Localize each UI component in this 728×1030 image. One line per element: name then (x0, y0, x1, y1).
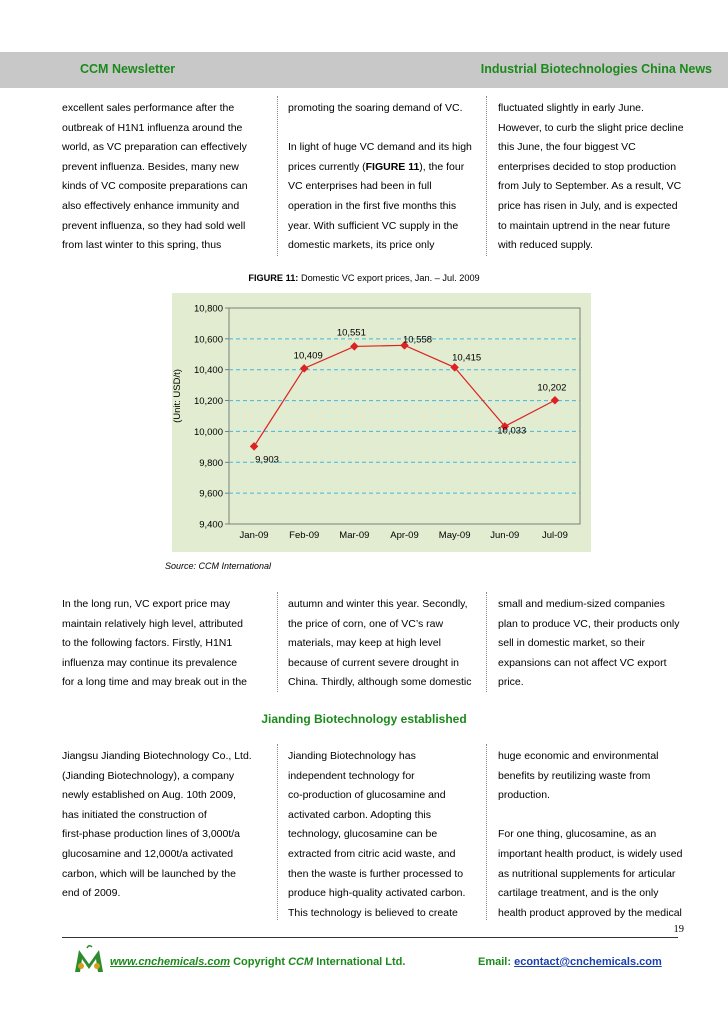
text-line: as nutritional supplements for articular (498, 867, 676, 880)
text-line: with reduced supply. (498, 239, 593, 252)
text-line: from last winter to this spring, thus (62, 239, 222, 252)
text-line: to maintain uptrend in the near future (498, 219, 671, 232)
top-column-3 (498, 99, 684, 256)
figure-caption-text: Domestic VC export prices, Jan. – Jul. 2009 (300, 273, 480, 283)
text-line: Jianding Biotechnology has (288, 750, 416, 762)
data-label: 9,903 (255, 454, 279, 466)
data-label: 10,551 (336, 327, 366, 339)
text-line-figure-ref: prices currently (FIGURE 11), the four (288, 160, 465, 173)
text-line: plan to produce VC, their products only (498, 617, 680, 630)
page-number: 19 (673, 924, 684, 935)
figure-source: Source: CCM International (165, 561, 272, 571)
text-line: maintain relatively high level, attributed (62, 617, 243, 630)
y-tick-label: 10,400 (193, 365, 223, 377)
column-divider (277, 592, 278, 692)
y-tick-label: 10,000 (193, 426, 223, 438)
text-line: expansions can not affect VC export (498, 656, 667, 669)
newsletter-title: CCM Newsletter (80, 62, 176, 76)
bottom-column-2 (288, 747, 465, 923)
y-tick-label: 9,400 (199, 519, 223, 531)
text-line: technology, glucosamine can be (288, 828, 438, 841)
text-line: year. With sufficient VC supply in the (288, 219, 459, 232)
x-tick-label: May-09 (438, 530, 471, 541)
y-tick-label: 9,600 (199, 488, 223, 500)
text-line (498, 806, 682, 826)
top-column-1 (62, 99, 248, 256)
y-tick-label: 10,200 (193, 396, 223, 408)
figure-label: FIGURE 11: (248, 273, 299, 283)
text-line: small and medium-sized companies (498, 598, 665, 610)
footer-rule (62, 937, 678, 938)
footer-email (478, 956, 662, 968)
text-line: independent technology for (288, 769, 415, 782)
text-line: cartilage treatment, and is the only (498, 887, 659, 900)
x-tick-label: Mar-09 (339, 530, 370, 541)
text-line: newly established on Aug. 10th 2009, (62, 789, 236, 802)
data-label: 10,558 (402, 334, 433, 346)
text-line: influenza may continue its prevalence (62, 656, 238, 669)
text-line: benefits by reutilizing waste from (498, 769, 651, 782)
text-line: to the following factors. Firstly, H1N1 (62, 637, 233, 650)
text-line: prevent influenza. Besides, many new (62, 160, 239, 173)
text-line: end of 2009. (62, 887, 121, 900)
text-line: For one thing, glucosamine, as an (498, 828, 657, 841)
column-divider (277, 96, 278, 256)
company-suffix: International Ltd. (316, 956, 406, 968)
x-tick-label: Jan-09 (239, 530, 269, 541)
text-line: operation in the first five months this (288, 199, 457, 212)
text-line: This technology is believed to create (288, 906, 458, 919)
text-line: VC enterprises had been in full (288, 180, 432, 193)
middle-column-2 (288, 595, 471, 693)
y-tick-label: 10,600 (193, 334, 223, 346)
email-link[interactable]: econtact@cnchemicals.com (514, 956, 662, 968)
data-label: 10,202 (537, 382, 567, 394)
text-line: important health product, is widely used (498, 847, 683, 860)
y-tick-label: 10,800 (193, 303, 223, 315)
text-line: In light of huge VC demand and its high (288, 141, 472, 154)
data-label: 10,415 (452, 352, 482, 364)
text-line: autumn and winter this year. Secondly, (288, 598, 468, 610)
text-line: price. (498, 676, 524, 689)
text-line: world, as VC preparation can effectively (62, 141, 247, 154)
newsletter-section-title: Industrial Biotechnologies China News (480, 62, 712, 76)
text-line: first-phase production lines of 3,000t/a (62, 828, 241, 841)
column-divider (486, 96, 487, 256)
column-divider (486, 592, 487, 692)
text-line: fluctuated slightly in early June. (498, 102, 644, 114)
text-line: (Jianding Biotechnology), a company (62, 769, 235, 782)
text-line: has initiated the construction of (62, 808, 207, 821)
x-tick-label: Jun-09 (490, 530, 520, 541)
text-line: co-production of glucosamine and (288, 789, 446, 802)
text-line: also effectively enhance immunity and (62, 199, 240, 212)
top-column-2 (288, 99, 472, 256)
line-chart (172, 293, 591, 552)
middle-column-3 (498, 595, 680, 693)
x-tick-label: Apr-09 (390, 530, 419, 541)
text-line: the price of corn, one of VC’s raw (288, 617, 444, 630)
text-line: prevent influenza, so they had sold well (62, 219, 246, 232)
y-axis-label: (Unit: USD/t) (172, 369, 183, 423)
x-tick-label: Feb-09 (289, 530, 320, 541)
text-line (288, 119, 472, 139)
text-line: because of current severe drought in (288, 656, 460, 669)
text-line: then the waste is further processed to (288, 867, 464, 880)
brand-name: CCM (288, 956, 314, 968)
text-line: glucosamine and 12,000t/a activated (62, 847, 234, 860)
copyright-label: Copyright (233, 956, 286, 968)
text-line: enterprises decided to stop production (498, 160, 677, 173)
bottom-column-1 (62, 747, 252, 904)
text-line: activated carbon. Adopting this (288, 808, 432, 821)
text-line: excellent sales performance after the (62, 102, 235, 114)
text-line: In the long run, VC export price may (62, 598, 231, 610)
website-link[interactable]: www.cnchemicals.com (110, 956, 231, 968)
text-line: domestic markets, its price only (288, 239, 435, 252)
text-line: materials, may keep at high level (288, 637, 441, 650)
section-title: Jianding Biotechnology established (261, 712, 467, 726)
chart-area (172, 293, 591, 552)
middle-column-1 (62, 595, 247, 693)
text-line: produce high-quality activated carbon. (288, 887, 466, 900)
text-line: this June, the four biggest VC (498, 141, 636, 154)
text-line: Jiangsu Jianding Biotechnology Co., Ltd. (62, 750, 252, 762)
text-line: extracted from citric acid waste, and (288, 847, 456, 860)
figure-caption (0, 273, 728, 283)
data-label: 10,409 (293, 350, 323, 362)
text-line: production. (498, 789, 550, 802)
text-line: China. Thirdly, although some domestic (288, 676, 472, 689)
column-divider (486, 744, 487, 920)
text-line: kinds of VC composite preparations can (62, 180, 248, 193)
text-line: price has risen in July, and is expected (498, 199, 678, 212)
text-line: for a long time and may break out in the (62, 676, 248, 689)
column-divider (277, 744, 278, 920)
text-line: promoting the soaring demand of VC. (288, 102, 463, 114)
bottom-column-3 (498, 747, 682, 923)
text-line: outbreak of H1N1 influenza around the (62, 121, 243, 134)
text-line: sell in domestic market, so their (498, 637, 646, 650)
x-tick-label: Jul-09 (541, 530, 568, 541)
text-line: huge economic and environmental (498, 750, 659, 762)
email-label: Email: (478, 956, 512, 968)
text-line: from July to September. As a result, VC (498, 180, 682, 193)
data-label: 10,033 (497, 425, 527, 437)
ccm-logo-icon (72, 944, 106, 976)
y-tick-label: 9,800 (199, 457, 223, 469)
footer-copyright (110, 956, 405, 968)
text-line: carbon, which will be launched by the (62, 867, 236, 880)
text-line: health product approved by the medical (498, 906, 682, 919)
text-line: However, to curb the slight price decline (498, 121, 684, 134)
